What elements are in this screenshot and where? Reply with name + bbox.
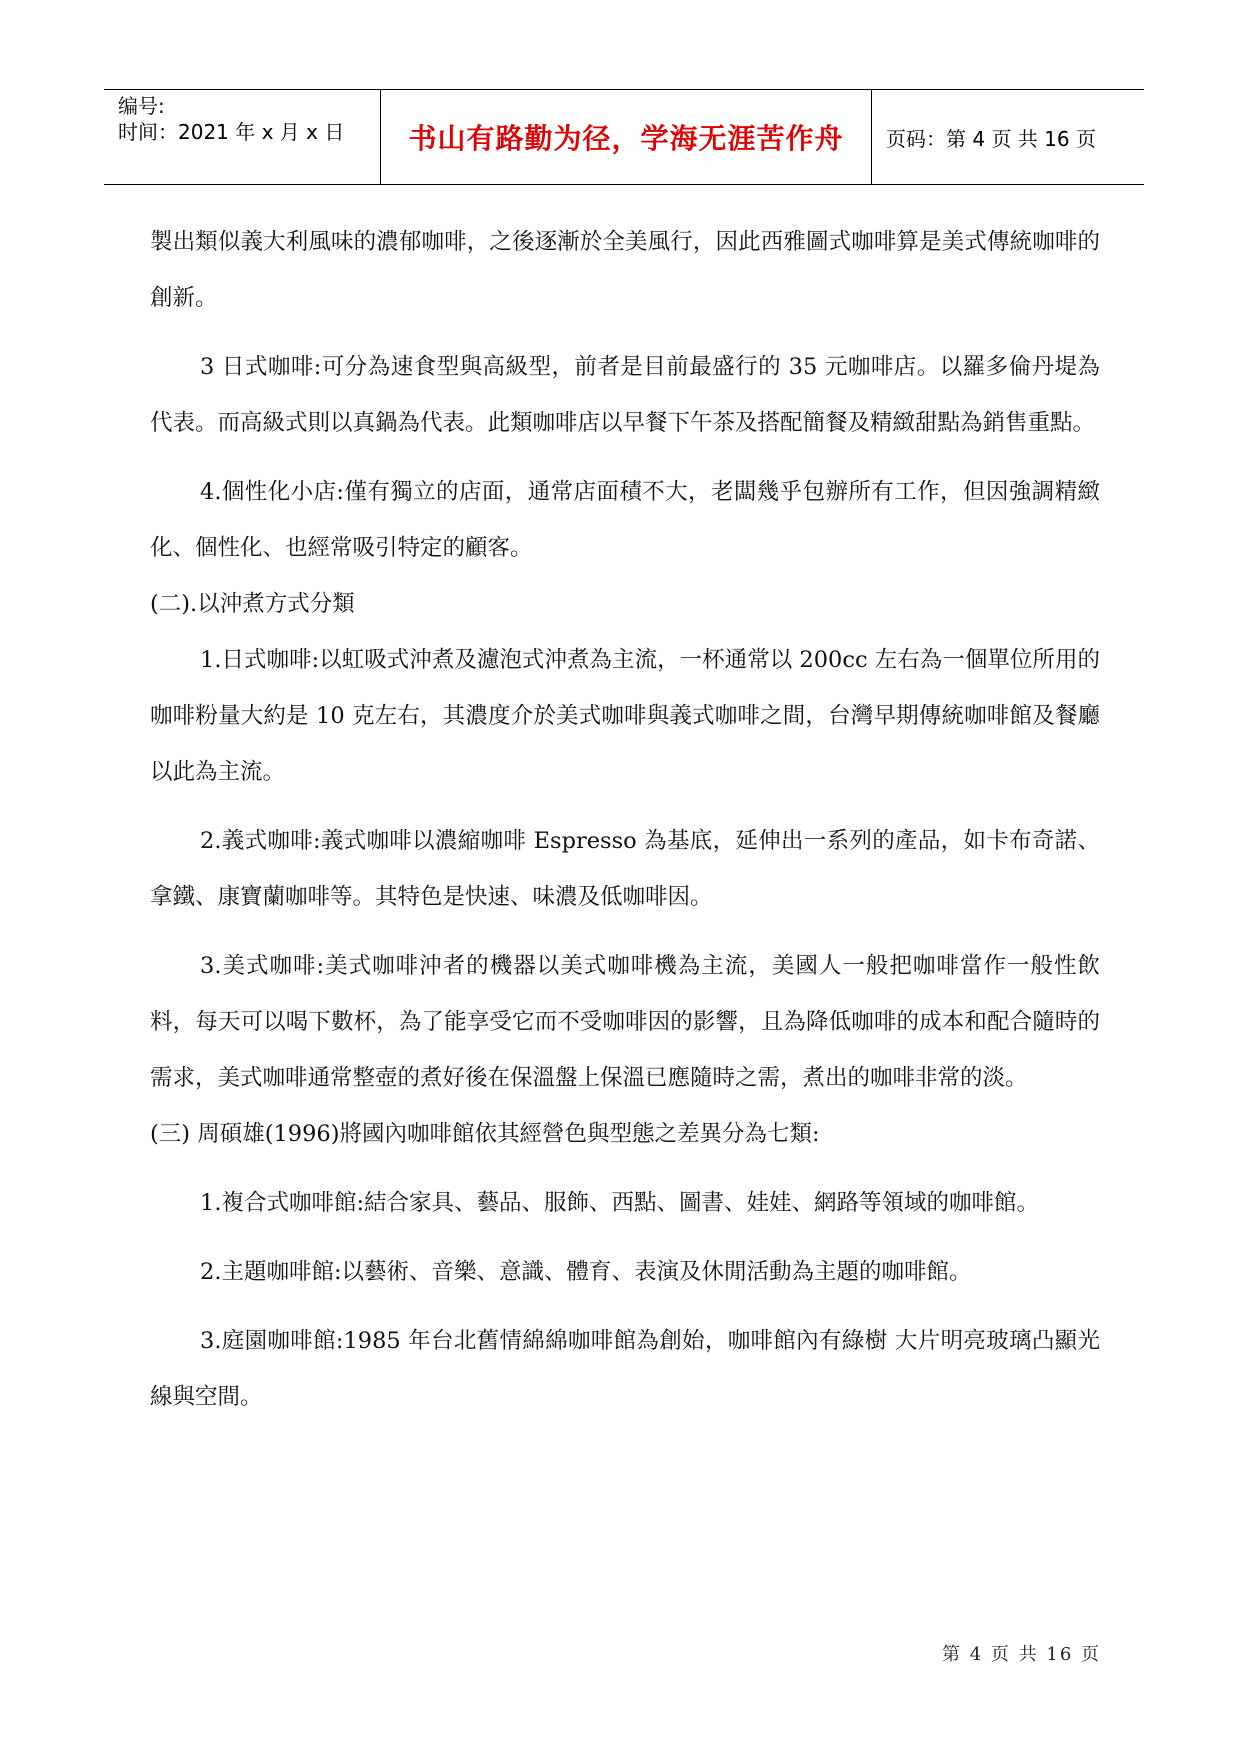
paragraph: 製出類似義大利風味的濃郁咖啡，之後逐漸於全美風行，因此西雅圖式咖啡算是美式傳統咖啡的創新。: [150, 229, 1100, 311]
header-meta: [104, 90, 381, 184]
document-body: [150, 214, 1100, 1425]
paragraph: 3 日式咖啡:可分為速食型與高級型，前者是目前最盛行的 35 元咖啡店。以羅多倫丹堤為代表。而高級式則以真鍋為代表。此類咖啡店以早餐下午茶及搭配簡餐及精緻甜點為銷售重點。: [150, 354, 1100, 436]
header-motto: 书山有路勤为径，学海无涯苦作舟: [381, 90, 872, 184]
header-page-label: 页码：第 4 页 共 16 页: [886, 126, 1096, 151]
page-header: [104, 89, 1144, 185]
section-heading: (二).以沖煮方式分類: [150, 591, 355, 617]
time-label: 时间：2021 年 x 月 x 日: [118, 120, 345, 144]
paragraph: 2.義式咖啡:義式咖啡以濃縮咖啡 Espresso 為基底，延伸出一系列的產品，如卡布奇諾、拿鐵、康寶蘭咖啡等。其特色是快速、味濃及低咖啡因。: [150, 828, 1100, 910]
page-footer: 第 4 页 共 16 页: [942, 1644, 1101, 1665]
paragraph: 2.主題咖啡館:以藝術、音樂、意識、體育、表演及休閒活動為主題的咖啡館。: [200, 1259, 972, 1285]
paragraph: 1.日式咖啡:以虹吸式沖煮及濾泡式沖煮為主流，一杯通常以 200cc 左右為一個單位所用的咖啡粉量大約是 10 克左右，其濃度介於美式咖啡與義式咖啡之間，台灣早期傳統咖啡館及餐廳以此為主流。: [150, 647, 1100, 785]
paragraph: 1.複合式咖啡館:結合家具、藝品、服飾、西點、圖書、娃娃、網路等領域的咖啡館。: [200, 1190, 1040, 1216]
section-heading: (三) 周碩雄(1996)將國內咖啡館依其經營色與型態之差異分為七類:: [150, 1121, 820, 1147]
number-label: 编号:: [118, 94, 165, 118]
paragraph: 3.美式咖啡:美式咖啡沖者的機器以美式咖啡機為主流，美國人一般把咖啡當作一般性飲料，每天可以喝下數杯，為了能享受它而不受咖啡因的影響，且為降低咖啡的成本和配合隨時的需求，美式咖啡通常整壺的煮好後在保溫盤上保溫已應隨時之需，煮出的咖啡非常的淡。: [150, 953, 1100, 1091]
paragraph: 3.庭園咖啡館:1985 年台北舊情綿綿咖啡館為創始，咖啡館內有綠樹 大片明亮玻璃凸顯光線與空間。: [150, 1328, 1100, 1410]
paragraph: 4.個性化小店:僅有獨立的店面，通常店面積不大，老闆幾乎包辦所有工作，但因強調精緻化、個性化、也經常吸引特定的顧客。: [150, 479, 1100, 561]
